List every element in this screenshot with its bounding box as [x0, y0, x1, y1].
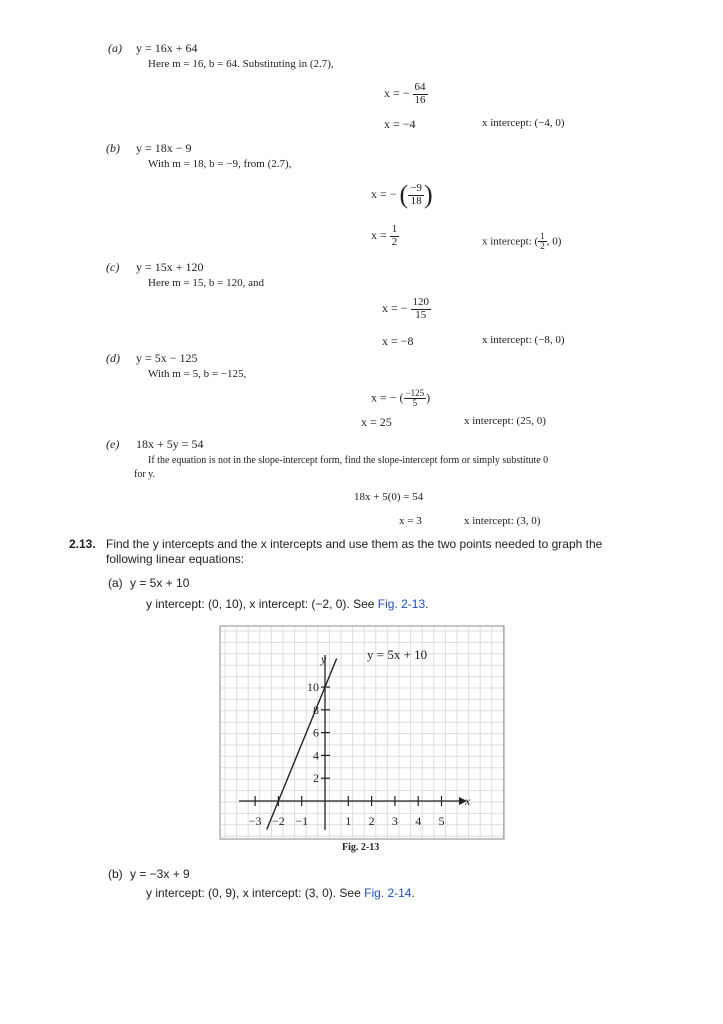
part-b-intercept-fraction — [538, 232, 547, 252]
problem-number: 2.13. — [69, 537, 96, 551]
part-e-intro-line1: If the equation is not in the slope-intercept form, find the slope-intercept form or simply substitute 0 — [148, 455, 549, 466]
figure-frame — [220, 626, 504, 839]
line-equation-label: y = 5x + 10 — [367, 647, 428, 662]
part-d-step1-rhs: ) — [426, 390, 431, 405]
right-paren: ) — [423, 180, 433, 209]
sub-a-answer — [146, 597, 429, 611]
sub-b-equation: y = −3x + 9 — [130, 867, 190, 881]
part-c-intercept: x intercept: (−8, 0) — [482, 334, 565, 346]
part-a-intro: Here m = 16, b = 64. Substituting in (2.7), — [148, 58, 334, 70]
sub-a-equation: y = 5x + 10 — [130, 576, 190, 590]
part-b-step2-denominator: 2 — [391, 235, 398, 248]
left-paren: ( — [399, 180, 409, 209]
part-d-intercept: x intercept: (25, 0) — [464, 415, 546, 427]
sub-b-answer-text: y intercept: (0, 9), x intercept: (3, 0). See — [146, 886, 361, 900]
x-tick-label: −2 — [272, 814, 285, 828]
part-b-step2-fraction — [390, 224, 400, 248]
part-b-step1-denominator: 18 — [410, 194, 422, 207]
sub-a-label: (a) — [108, 576, 123, 590]
part-b-step1-numerator: −9 — [410, 181, 422, 194]
part-b-intercept-numerator: 1 — [540, 231, 545, 241]
figure-caption: Fig. 2-13 — [342, 842, 380, 853]
sub-b-answer — [146, 886, 415, 900]
part-a-label: (a) — [108, 41, 122, 55]
x-tick-label: 1 — [345, 814, 352, 828]
y-tick-label: 10 — [307, 680, 319, 694]
part-e-intercept: x intercept: (3, 0) — [464, 515, 541, 527]
part-c-step1-fraction — [411, 297, 432, 321]
part-a-step1-denominator: 16 — [414, 93, 426, 106]
part-b-label: (b) — [106, 141, 120, 155]
part-c-step1-lhs: x = − — [382, 300, 408, 315]
part-a-step1-fraction — [413, 82, 428, 106]
y-tick-label: 6 — [313, 725, 319, 740]
part-e-step1: 18x + 5(0) = 54 — [354, 491, 424, 503]
figure-grid — [221, 627, 503, 838]
figure-ticks — [249, 680, 445, 828]
part-b-step1-lhs: x = − — [371, 186, 397, 201]
x-tick-label: −3 — [248, 814, 262, 828]
part-a-step1-numerator: 64 — [414, 81, 426, 93]
part-b-step2-numerator: 1 — [391, 223, 398, 235]
x-tick-label: −1 — [295, 814, 309, 828]
y-tick-label: 2 — [313, 771, 319, 786]
part-a-intercept: x intercept: (−4, 0) — [482, 117, 565, 129]
part-c-step1-numerator: 120 — [412, 296, 430, 308]
sub-b-label: (b) — [108, 867, 123, 881]
part-b-intercept-denominator: 2 — [540, 241, 545, 252]
problem-text-line2: following linear equations: — [106, 552, 245, 566]
part-c-step1 — [382, 297, 431, 321]
part-a-step1 — [384, 82, 428, 106]
x-tick-label: 2 — [368, 814, 375, 828]
part-d-step1-lhs: x = − ( — [371, 390, 404, 405]
part-b-step1 — [371, 180, 433, 210]
figure-2-13 — [219, 625, 505, 840]
part-c-label: (c) — [106, 260, 120, 274]
part-d-step2: x = 25 — [361, 415, 392, 429]
part-d-step1-fraction — [404, 389, 427, 409]
part-c-equation: y = 15x + 120 — [136, 260, 204, 274]
part-b-intercept — [482, 232, 561, 252]
fig-2-13-link[interactable]: Fig. 2-13 — [377, 597, 426, 611]
x-tick-label: 4 — [415, 814, 422, 828]
part-b-intro: With m = 18, b = −9, from (2.7), — [148, 158, 292, 170]
part-c-intro: Here m = 15, b = 120, and — [148, 277, 264, 289]
x-tick-label: 3 — [391, 814, 398, 828]
part-b-step2 — [371, 224, 399, 248]
y-axis-label: y — [321, 652, 327, 666]
part-d-intro: With m = 5, b = −125, — [148, 368, 247, 380]
part-d-step1 — [371, 389, 430, 409]
part-a-step2: x = −4 — [384, 117, 416, 131]
part-b-step1-fraction — [408, 183, 424, 207]
sub-a-answer-end: . — [425, 597, 429, 611]
x-tick-label: 5 — [438, 814, 445, 828]
part-e-label: (e) — [106, 437, 120, 451]
y-tick-label: 8 — [313, 702, 319, 717]
part-a-step1-lhs: x = − — [384, 85, 410, 100]
part-b-step2-lhs: x = — [371, 227, 387, 242]
part-e-equation: 18x + 5y = 54 — [136, 437, 204, 451]
sub-a-answer-text: y intercept: (0, 10), x intercept: (−2, 0). See — [146, 597, 375, 611]
part-d-step1-denominator: 5 — [412, 398, 418, 409]
part-c-step1-denominator: 15 — [415, 308, 427, 321]
part-d-label: (d) — [106, 351, 120, 365]
fig-2-14-link[interactable]: Fig. 2-14 — [364, 886, 412, 900]
part-b-intercept-suffix: , 0) — [546, 235, 562, 248]
part-d-equation: y = 5x − 125 — [136, 351, 198, 365]
part-b-intercept-prefix: x intercept: ( — [482, 235, 539, 248]
part-b-equation: y = 18x − 9 — [136, 141, 192, 155]
y-tick-label: 4 — [313, 748, 319, 763]
part-e-step2: x = 3 — [399, 515, 422, 527]
part-e-intro-line2: for y. — [134, 469, 156, 480]
sub-b-answer-end: . — [411, 886, 415, 900]
problem-text-line1: Find the y intercepts and the x intercepts and use them as the two points needed to graph the — [106, 537, 603, 551]
part-c-step2: x = −8 — [382, 334, 414, 348]
part-d-step1-numerator: −125 — [405, 388, 425, 398]
part-a-equation: y = 16x + 64 — [136, 41, 198, 55]
x-axis-label: x — [465, 794, 471, 808]
